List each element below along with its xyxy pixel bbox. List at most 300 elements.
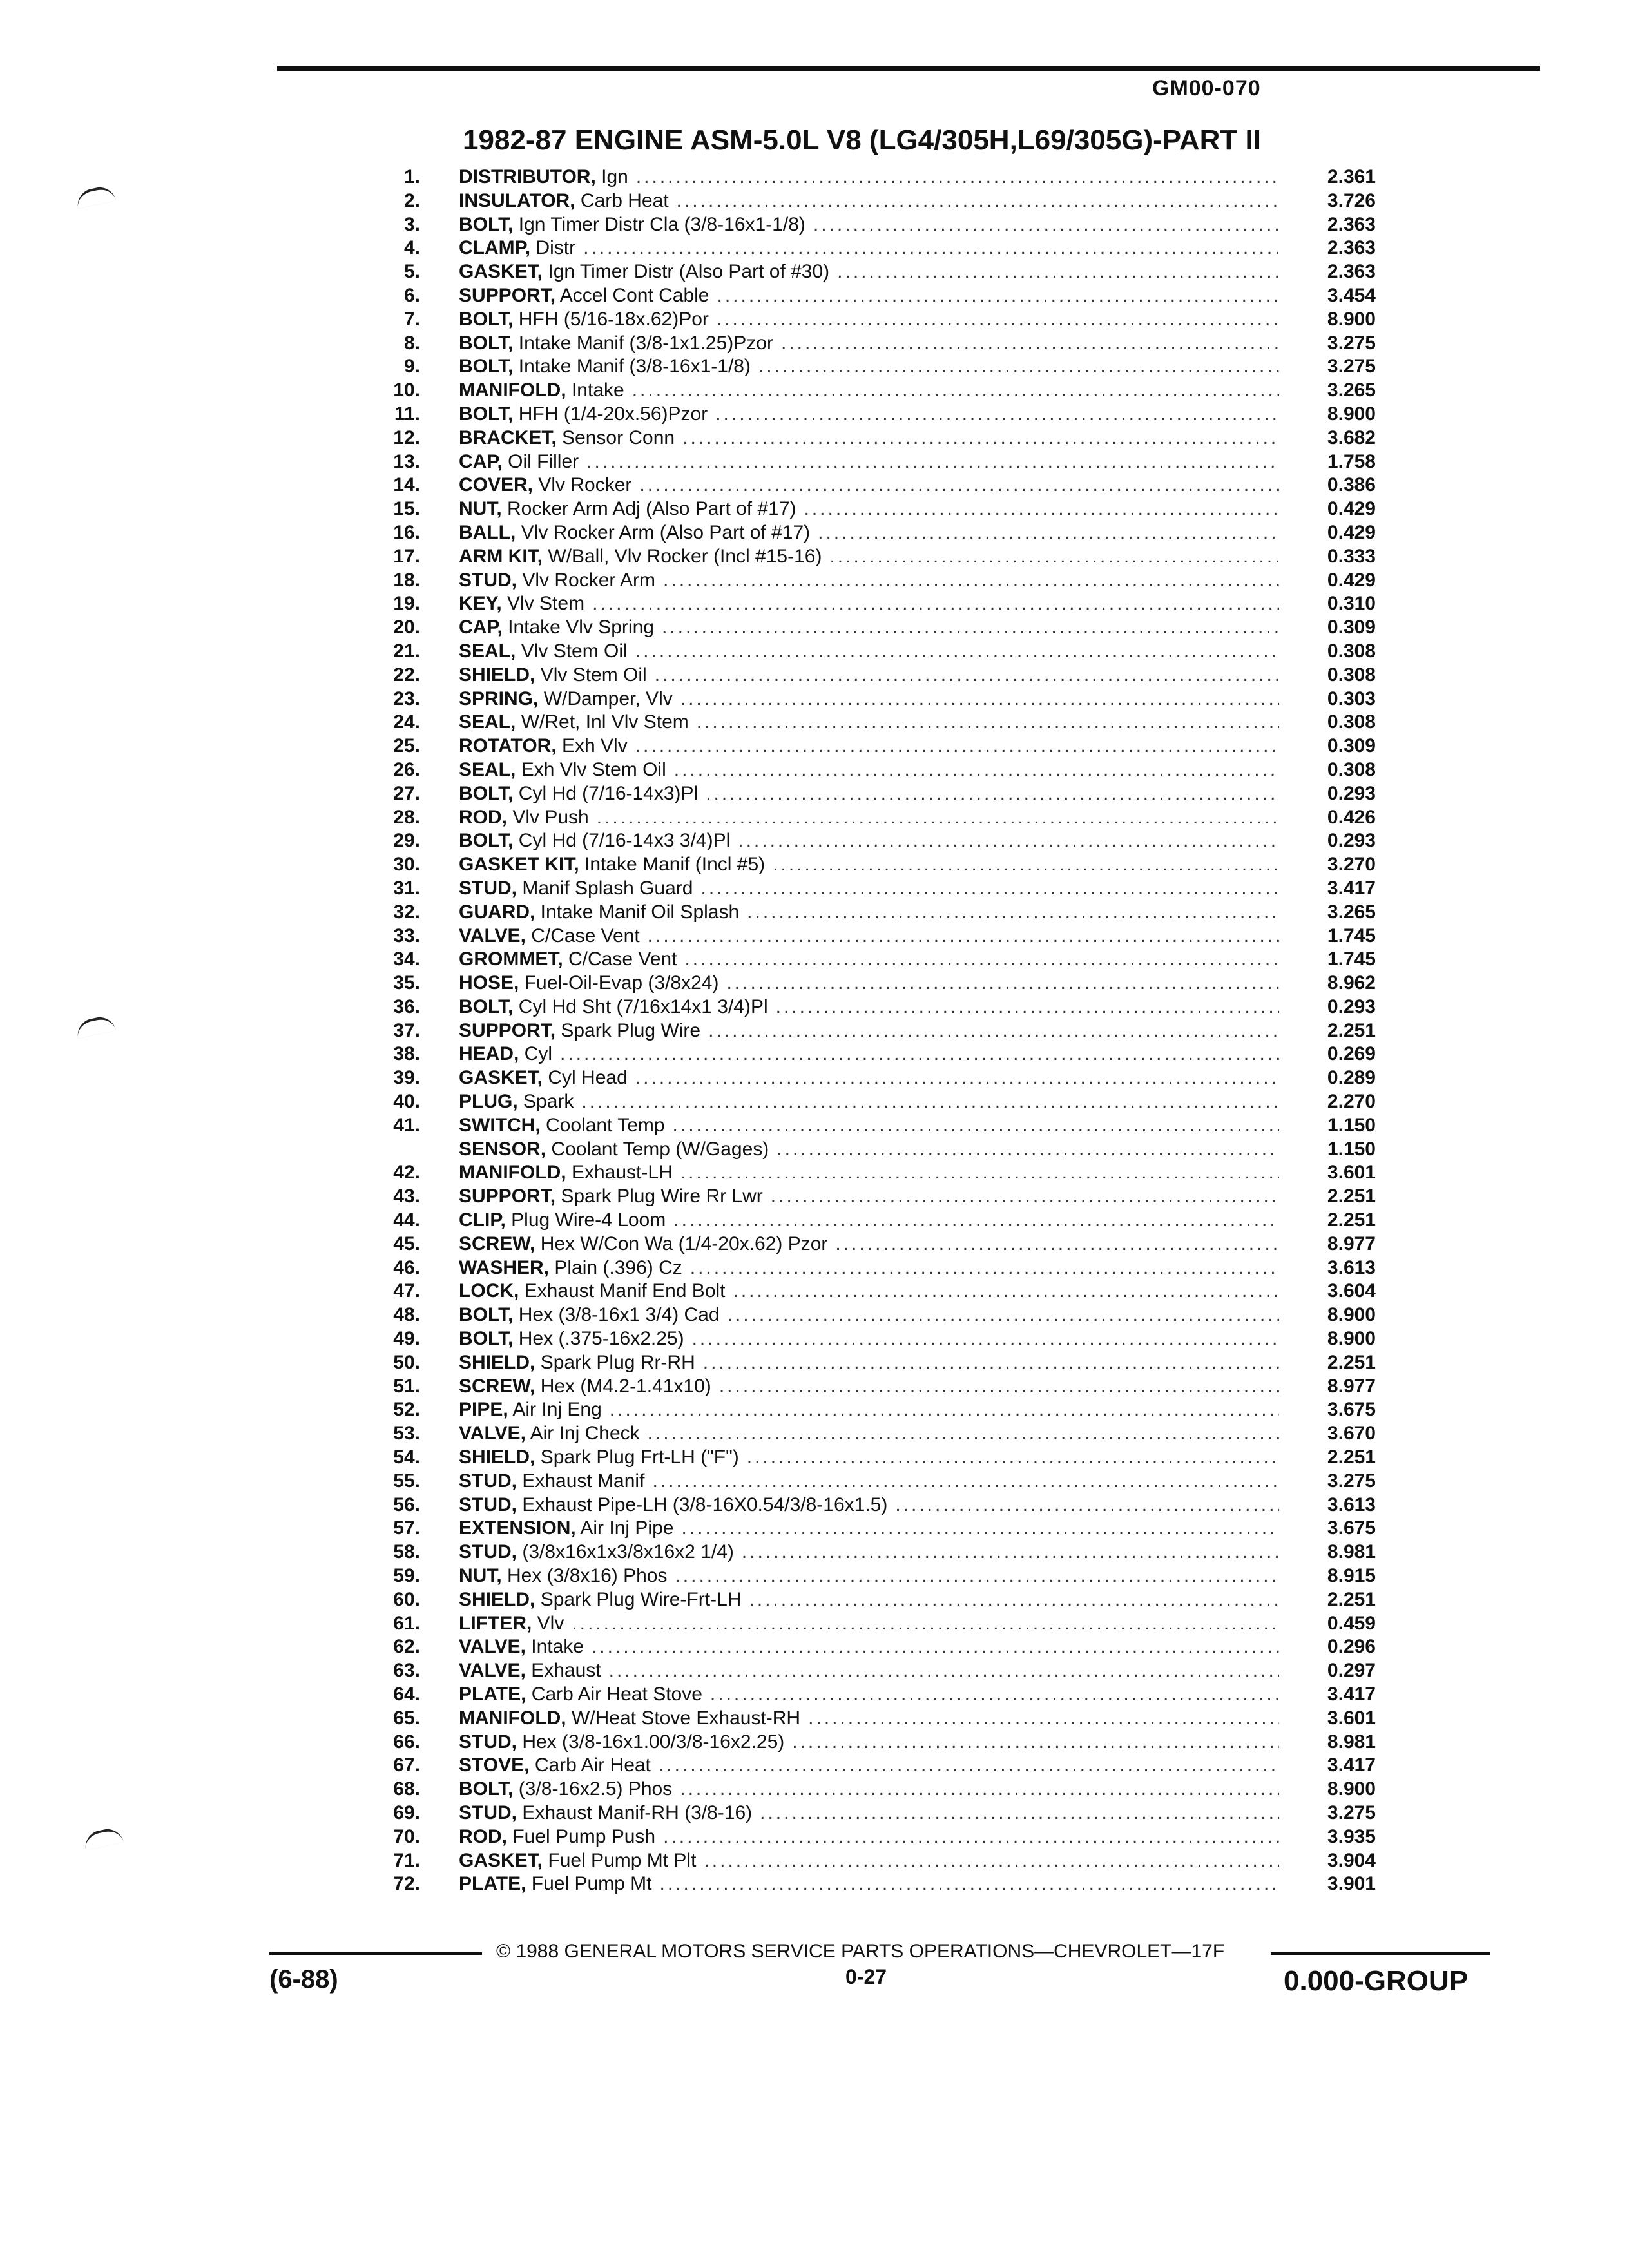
item-number: 67. (393, 1754, 420, 1776)
item-number: 68. (393, 1778, 420, 1800)
part-name: SUPPORT, (459, 1186, 556, 1207)
item-description (459, 1043, 1305, 1066)
table-row (361, 427, 1376, 450)
table-row (361, 545, 1376, 569)
dot-leader (715, 403, 1279, 427)
group-number: 0.426 (1327, 806, 1376, 828)
group-number: 2.363 (1327, 237, 1376, 259)
item-description (459, 545, 1305, 569)
item-description (459, 1090, 1305, 1114)
item-number: 55. (393, 1470, 420, 1492)
item-description (459, 782, 1305, 806)
item-description (459, 711, 1305, 735)
part-name: BOLT, (459, 782, 514, 804)
table-row (361, 1494, 1376, 1517)
group-number: 3.613 (1327, 1494, 1376, 1515)
footer-rule-left (269, 1952, 482, 1955)
item-description (459, 735, 1305, 758)
part-detail: Fuel Pump Mt Plt (543, 1849, 697, 1871)
table-row (361, 1849, 1376, 1873)
item-number: 21. (393, 640, 420, 662)
part-detail: Intake (566, 380, 624, 401)
dot-leader (636, 166, 1279, 189)
item-description (459, 1872, 1305, 1896)
table-row (361, 497, 1376, 521)
part-detail: W/Ret, Inl Vlv Stem (516, 711, 689, 733)
part-detail: Spark (517, 1091, 574, 1113)
part-name: MANIFOLD, (459, 380, 566, 401)
group-number: 0.293 (1327, 782, 1376, 804)
table-row (361, 1019, 1376, 1043)
table-row (361, 1043, 1376, 1066)
table-row (361, 1303, 1376, 1327)
part-detail: Vlv (532, 1612, 564, 1634)
part-name: GASKET, (459, 1067, 543, 1089)
part-detail: Fuel Pump Mt (526, 1873, 652, 1895)
part-name: BOLT, (459, 403, 514, 425)
part-detail: Cyl Hd Sht (7/16x14x1 3/4)Pl (513, 995, 768, 1017)
item-description (459, 1754, 1305, 1778)
part-name: LIFTER, (459, 1612, 532, 1634)
item-number: 33. (393, 925, 420, 947)
part-name: CLAMP, (459, 237, 531, 259)
item-number: 46. (393, 1256, 420, 1278)
part-detail: Vlv Stem (501, 593, 585, 615)
group-number: 2.270 (1327, 1091, 1376, 1113)
item-number: 29. (393, 830, 420, 852)
dot-leader (704, 1849, 1279, 1873)
dot-leader (632, 379, 1279, 403)
group-number: 8.900 (1327, 308, 1376, 330)
part-name: GROMMET, (459, 948, 563, 970)
part-name: PLATE, (459, 1873, 526, 1895)
table-row (361, 592, 1376, 616)
group-number: 3.935 (1327, 1825, 1376, 1847)
part-detail: Hex (.375-16x2.25) (513, 1328, 684, 1350)
dot-leader (581, 1090, 1279, 1114)
item-description (459, 806, 1305, 830)
item-number: 62. (393, 1636, 420, 1658)
part-name: SHIELD, (459, 1351, 535, 1373)
part-detail: Intake Manif Oil Splash (535, 901, 740, 923)
table-row (361, 1422, 1376, 1446)
part-name: BOLT, (459, 213, 514, 235)
group-number: 3.675 (1327, 1517, 1376, 1539)
item-number: 14. (393, 474, 420, 496)
part-detail: Intake (525, 1636, 584, 1658)
group-number: 3.604 (1327, 1280, 1376, 1302)
part-detail: HFH (5/16-18x.62)Por (513, 308, 709, 330)
revision-date: (6-88) (269, 1965, 338, 1994)
item-description (459, 1161, 1305, 1185)
item-description (459, 1564, 1305, 1588)
part-name: BOLT, (459, 308, 514, 330)
table-row (361, 284, 1376, 308)
table-row (361, 355, 1376, 379)
dot-leader (776, 1138, 1279, 1162)
item-description (459, 925, 1305, 948)
group-number: 8.900 (1327, 1328, 1376, 1350)
item-description (459, 592, 1305, 616)
part-name: SEAL, (459, 711, 516, 733)
item-number: 60. (393, 1588, 420, 1610)
item-number: 16. (393, 521, 420, 543)
group-number: 8.977 (1327, 1375, 1376, 1397)
part-detail: Cyl (519, 1043, 553, 1065)
dot-leader (710, 1683, 1279, 1707)
table-row (361, 782, 1376, 806)
item-description (459, 332, 1305, 356)
item-description (459, 616, 1305, 640)
table-row (361, 1233, 1376, 1256)
group-number: 0.429 (1327, 498, 1376, 520)
dot-leader (829, 545, 1279, 569)
item-description (459, 1327, 1305, 1351)
item-description (459, 1470, 1305, 1494)
part-name: VALVE, (459, 1660, 526, 1682)
part-detail: Vlv Stem Oil (516, 640, 628, 662)
item-number: 44. (393, 1209, 420, 1231)
dot-leader (663, 1825, 1279, 1849)
dot-leader (682, 427, 1279, 450)
dot-leader (726, 972, 1279, 995)
group-number: 8.981 (1327, 1731, 1376, 1753)
group-number: 8.900 (1327, 1778, 1376, 1800)
item-number: 2. (403, 189, 420, 211)
item-description (459, 1707, 1305, 1731)
item-number: 36. (393, 995, 420, 1017)
table-row (361, 1872, 1376, 1896)
item-description (459, 236, 1305, 260)
group-number: 3.675 (1327, 1399, 1376, 1421)
table-row (361, 853, 1376, 877)
part-name: SUPPORT, (459, 284, 556, 306)
table-row (361, 1825, 1376, 1849)
group-number: 8.962 (1327, 972, 1376, 994)
part-detail: C/Case Vent (563, 948, 677, 970)
dot-leader (652, 1470, 1279, 1494)
item-description (459, 1635, 1305, 1659)
table-row (361, 332, 1376, 356)
table-row (361, 1564, 1376, 1588)
item-description (459, 1802, 1305, 1825)
table-row (361, 1351, 1376, 1375)
part-name: NUT, (459, 1565, 502, 1587)
part-detail: Fuel-Oil-Evap (3/8x24) (519, 972, 719, 994)
part-name: PLATE, (459, 1684, 526, 1705)
item-description (459, 901, 1305, 925)
item-description (459, 1494, 1305, 1517)
group-number: 3.682 (1327, 427, 1376, 448)
table-row (361, 1802, 1376, 1825)
group-number: 3.670 (1327, 1423, 1376, 1445)
dot-leader (635, 735, 1279, 758)
item-number: 53. (393, 1423, 420, 1445)
item-description (459, 1446, 1305, 1470)
part-detail: (3/8-16x2.5) Phos (513, 1778, 673, 1800)
item-number: 25. (393, 735, 420, 757)
group-number: 3.275 (1327, 1470, 1376, 1492)
item-number: 30. (393, 854, 420, 876)
item-description (459, 450, 1305, 474)
dot-leader (738, 829, 1279, 853)
dot-leader (697, 711, 1279, 735)
dot-leader (758, 355, 1279, 379)
item-number: 48. (393, 1304, 420, 1326)
binder-hole-mark (82, 1826, 124, 1850)
part-detail: Spark Plug Wire-Frt-LH (535, 1588, 742, 1610)
part-name: PLUG, (459, 1091, 518, 1113)
part-name: BOLT, (459, 332, 514, 354)
group-number: 2.251 (1327, 1446, 1376, 1468)
table-row (361, 1635, 1376, 1659)
group-number: 1.758 (1327, 450, 1376, 472)
part-detail: Coolant Temp (W/Gages) (546, 1138, 769, 1160)
item-description (459, 664, 1305, 687)
dot-leader (747, 1446, 1279, 1470)
dot-leader (717, 308, 1279, 332)
group-number: 2.251 (1327, 1209, 1376, 1231)
part-name: STUD, (459, 569, 517, 591)
part-name: SHIELD, (459, 1588, 535, 1610)
item-number: 41. (393, 1114, 420, 1136)
dot-leader (813, 213, 1279, 237)
dot-leader (609, 1659, 1279, 1683)
part-name: SPRING, (459, 687, 539, 709)
item-number: 15. (393, 498, 420, 520)
part-detail: Hex (3/8-16x1 3/4) Cad (513, 1304, 720, 1326)
part-name: ROD, (459, 806, 507, 828)
part-name: BOLT, (459, 1328, 514, 1350)
table-row (361, 403, 1376, 427)
item-description (459, 1422, 1305, 1446)
dot-leader (818, 521, 1279, 545)
group-number: 2.251 (1327, 1351, 1376, 1373)
item-description (459, 189, 1305, 213)
dot-leader (674, 758, 1279, 782)
part-name: SWITCH, (459, 1114, 541, 1136)
part-name: CLIP, (459, 1209, 506, 1231)
part-name: SCREW, (459, 1233, 535, 1254)
item-description (459, 497, 1305, 521)
item-description (459, 1517, 1305, 1541)
dot-leader (835, 1233, 1279, 1256)
part-name: MANIFOLD, (459, 1162, 566, 1184)
table-row (361, 474, 1376, 497)
part-detail: Spark Plug Frt-LH ("F") (535, 1446, 739, 1468)
dot-leader (728, 1303, 1279, 1327)
group-number: 3.601 (1327, 1707, 1376, 1729)
item-description (459, 308, 1305, 332)
group-number: 0.429 (1327, 521, 1376, 543)
part-detail: Ign Timer Distr (Also Part of #30) (543, 261, 830, 283)
dot-leader (808, 1707, 1279, 1731)
part-detail: Plain (.396) Cz (549, 1256, 682, 1278)
part-name: BALL, (459, 521, 516, 543)
table-row (361, 521, 1376, 545)
item-number: 19. (393, 593, 420, 615)
dot-leader (776, 995, 1279, 1019)
item-description (459, 1066, 1305, 1090)
table-row (361, 1541, 1376, 1564)
part-name: ROD, (459, 1825, 507, 1847)
part-name: GASKET, (459, 261, 543, 283)
item-description (459, 474, 1305, 497)
part-detail: Hex (3/8-16x1.00/3/8-16x2.25) (517, 1731, 785, 1753)
item-description (459, 166, 1305, 189)
table-row (361, 166, 1376, 189)
table-row (361, 1066, 1376, 1090)
item-description (459, 521, 1305, 545)
item-number: 24. (393, 711, 420, 733)
item-description (459, 569, 1305, 593)
part-name: STUD, (459, 1731, 517, 1753)
part-detail: Distr (530, 237, 576, 259)
item-number: 12. (393, 427, 420, 448)
item-description (459, 1398, 1305, 1422)
item-number: 49. (393, 1328, 420, 1350)
part-name: LOCK, (459, 1280, 519, 1302)
item-number: 26. (393, 758, 420, 780)
item-number: 9. (403, 356, 420, 378)
part-name: ROTATOR, (459, 735, 557, 757)
part-detail: W/Heat Stove Exhaust-RH (566, 1707, 801, 1729)
dot-leader (733, 1280, 1280, 1303)
part-name: HEAD, (459, 1043, 519, 1065)
item-number: 71. (393, 1849, 420, 1871)
dot-leader (719, 1375, 1279, 1399)
item-description (459, 1849, 1305, 1873)
dot-leader (610, 1398, 1279, 1422)
part-detail: Cyl Hd (7/16-14x3)Pl (513, 782, 699, 804)
part-name: VALVE, (459, 1636, 526, 1658)
item-number: 11. (394, 403, 420, 425)
dot-leader (648, 1422, 1279, 1446)
table-row (361, 925, 1376, 948)
table-row (361, 450, 1376, 474)
table-row (361, 1588, 1376, 1612)
part-name: BRACKET, (459, 427, 557, 448)
item-number: 58. (393, 1541, 420, 1563)
item-number: 51. (393, 1375, 420, 1397)
dot-leader (639, 474, 1279, 497)
group-number: 0.429 (1327, 569, 1376, 591)
table-row (361, 877, 1376, 901)
item-description (459, 427, 1305, 450)
item-description (459, 1185, 1305, 1209)
part-name: SENSOR, (459, 1138, 546, 1160)
group-code: 0.000-GROUP (1284, 1965, 1469, 1997)
item-number: 54. (393, 1446, 420, 1468)
page-number: 0-27 (845, 1965, 887, 1988)
part-name: INSULATOR, (459, 189, 575, 211)
group-number: 3.726 (1327, 189, 1376, 211)
table-row (361, 806, 1376, 830)
dot-leader (681, 1517, 1279, 1541)
page-title: 1982-87 ENGINE ASM-5.0L V8 (LG4/305H,L69/305G)-PART II (463, 124, 1261, 156)
part-detail: Spark Plug Rr-RH (535, 1351, 695, 1373)
item-number: 50. (393, 1351, 420, 1373)
dot-leader (837, 260, 1279, 284)
item-number: 69. (393, 1802, 420, 1823)
item-number: 70. (393, 1825, 420, 1847)
group-number: 1.745 (1327, 948, 1376, 970)
group-number: 2.363 (1327, 213, 1376, 235)
part-name: SUPPORT, (459, 1019, 556, 1041)
part-name: SCREW, (459, 1375, 535, 1397)
item-description (459, 687, 1305, 711)
part-name: HOSE, (459, 972, 519, 994)
table-row (361, 1161, 1376, 1185)
group-number: 3.904 (1327, 1849, 1376, 1871)
table-row (361, 1090, 1376, 1114)
item-description (459, 1659, 1305, 1683)
item-number: 5. (403, 261, 420, 283)
dot-leader (692, 1327, 1279, 1351)
item-number: 8. (403, 332, 420, 354)
item-description (459, 1019, 1305, 1043)
dot-leader (677, 189, 1279, 213)
dot-leader (703, 1351, 1279, 1375)
part-name: NUT, (459, 498, 502, 520)
dot-leader (673, 1114, 1279, 1138)
part-name: ARM KIT, (459, 545, 543, 567)
group-number: 2.361 (1327, 166, 1376, 187)
part-detail: Manif Splash Guard (517, 877, 693, 899)
part-name: SHIELD, (459, 1446, 535, 1468)
group-number: 0.297 (1327, 1660, 1376, 1682)
item-number: 35. (393, 972, 420, 994)
group-number: 0.303 (1327, 687, 1376, 709)
dot-leader (655, 664, 1279, 687)
item-number: 27. (393, 782, 420, 804)
item-number: 10. (393, 380, 420, 401)
group-number: 0.308 (1327, 711, 1376, 733)
group-number: 3.270 (1327, 854, 1376, 876)
dot-leader (700, 877, 1279, 901)
part-name: DISTRIBUTOR, (459, 166, 596, 187)
dot-leader (771, 1185, 1279, 1209)
dot-leader (680, 687, 1279, 711)
part-detail: Exhaust Manif (517, 1470, 645, 1492)
item-description (459, 1683, 1305, 1707)
part-name: CAP, (459, 617, 503, 639)
dot-leader (773, 853, 1279, 877)
part-name: COVER, (459, 474, 534, 496)
item-description (459, 758, 1305, 782)
group-number: 8.915 (1327, 1565, 1376, 1587)
group-number: 2.363 (1327, 261, 1376, 283)
document-code: GM00-070 (1152, 76, 1261, 101)
dot-leader (708, 1019, 1279, 1043)
item-number: 31. (393, 877, 420, 899)
item-description (459, 1256, 1305, 1280)
item-description (459, 853, 1305, 877)
part-detail: W/Damper, Vlv (538, 687, 673, 709)
part-detail: Intake Vlv Spring (502, 617, 654, 639)
group-number: 3.613 (1327, 1256, 1376, 1278)
item-number: 28. (393, 806, 420, 828)
table-row (361, 236, 1376, 260)
part-name: VALVE, (459, 925, 526, 947)
dot-leader (749, 1588, 1279, 1612)
item-number: 57. (393, 1517, 420, 1539)
item-number: 32. (393, 901, 420, 923)
dot-leader (760, 1802, 1279, 1825)
part-detail: Coolant Temp (540, 1114, 665, 1136)
group-number: 3.265 (1327, 901, 1376, 923)
part-name: VALVE, (459, 1423, 526, 1445)
